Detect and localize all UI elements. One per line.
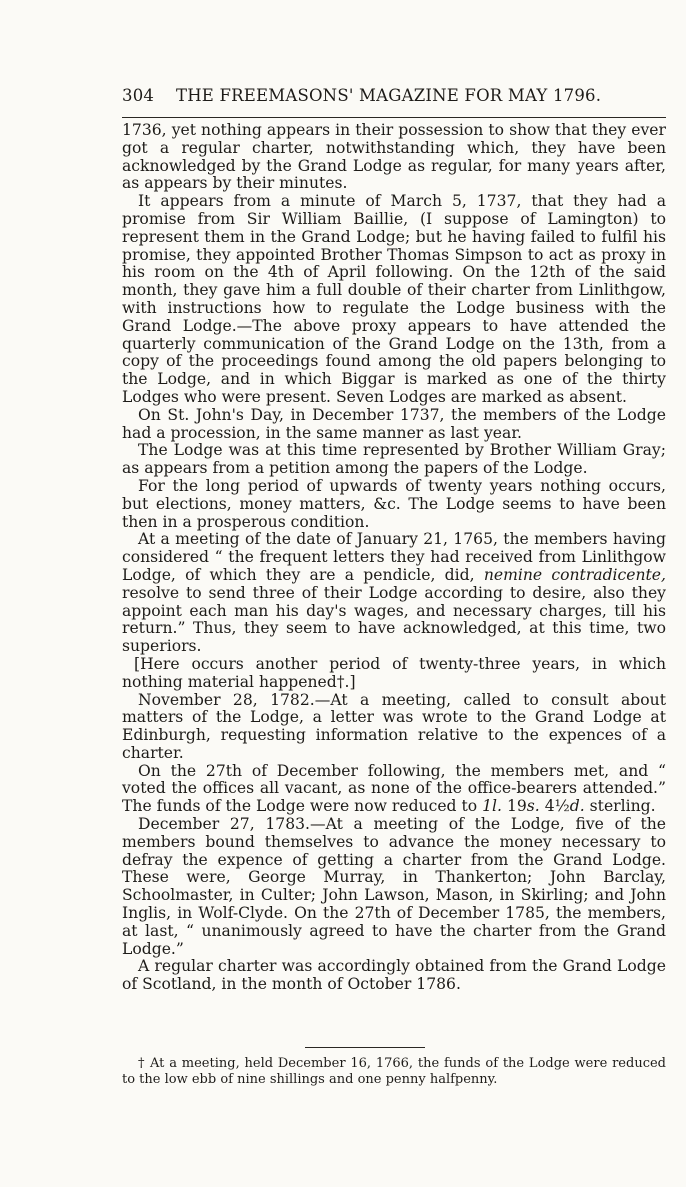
paragraph: 1736, yet nothing appears in their possession to show that they ever got a regular charter, notwithstanding which, they have been acknowledged by the Grand Lodge as regular, for many years after, as appears by their minutes. [122,121,666,193]
paragraph: November 28, 1782.—At a meeting, called to consult about matters of the Lodge, a letter was wrote to the Grand Lodge at Edinburgh, requesting information relative to the expences of a charter. [122,690,666,762]
paragraph [122,531,666,656]
paragraph: December 27, 1783.—At a meeting of the Lodge, five of the members bound themselves to advance the money necessary to defray the expence of getting a charter from the Grand Lodge. These were, George Murray, in Thankerton; John Barclay, Schoolmaster, in Culter; John Lawson, Mason, in Skirling; and John Inglis, in Wolf-Clyde. On the 27th of December 1785, the members, at last, “ unanimously agreed to have the charter from the Grand Lodge.” [122,815,666,958]
text-run: At a meeting of the date of January 21, 1765, the members having considered “ the frequent letters they had received from Linlithgow Lodge, of which they are a pendicle, did, [122,530,666,584]
text-run: 4½ [539,797,570,816]
italic-phrase: nemine contradicente, [483,565,666,584]
paragraph: A regular charter was accordingly obtained from the Grand Lodge of Scotland, in the month of October 1786. [122,957,666,994]
text-run: 19 [501,797,527,816]
italic-unit: d. [569,797,585,816]
paragraph: On St. John's Day, in December 1737, the members of the Lodge had a procession, in the same manner as last year. [122,405,666,442]
text-run: On the 27th of December following, the members met, and “ voted the offices all vacant, as none of the office-bearers attended.” The funds of the Lodge were now reduced to [122,761,666,816]
article-body [122,122,666,994]
page-header [122,86,666,105]
text-run: resolve to send three of their Lodge according to desire, also they appoint each man his day's wages, and necessary charges, till his return.” Thus, they seem to have acknowledged, at this time, two superiors. [122,583,666,656]
footnote: † At a meeting, held December 16, 1766, the funds of the Lodge were reduced to the low ebb of nine shillings and one penny halfpenny. [122,1056,666,1087]
paragraph: The Lodge was at this time represented by Brother William Gray; as appears from a petition among the papers of the Lodge. [122,441,666,478]
footnote-rule [305,1047,425,1048]
italic-unit: s. [526,797,540,816]
paragraph: For the long period of upwards of twenty years nothing occurs, but elections, money matters, &c. The Lodge seems to have been then in a prosperous condition. [122,476,666,531]
paragraph [122,763,666,816]
header-rule [122,117,666,118]
italic-unit: 1l. [482,797,502,816]
running-title: THE FREEMASONS' MAGAZINE FOR MAY 1796. [176,86,602,105]
paragraph: [Here occurs another period of twenty-three years, in which nothing material happened†.] [122,654,666,691]
page-number: 304 [122,86,155,105]
text-run: sterling. [584,797,656,816]
paragraph: It appears from a minute of March 5, 1737, that they had a promise from Sir William Baillie, (I suppose of Lamington) to represent them in the Grand Lodge; but he having failed to fulfil his promise, they appointed Brother Thomas Simpson to act as proxy in his room on the 4th of April following. On the 12th of the said month, they gave him a full double of their charter from Linlithgow, with instructions how to regulate the Lodge business with the Grand Lodge.—The above proxy appears to have attended the quarterly communication of the Grand Lodge on the 13th, from a copy of the proceedings found among the old papers belonging to the Lodge, and in which Biggar is marked as one of the thirty Lodges who were present. Seven Lodges are marked as absent. [122,192,666,406]
